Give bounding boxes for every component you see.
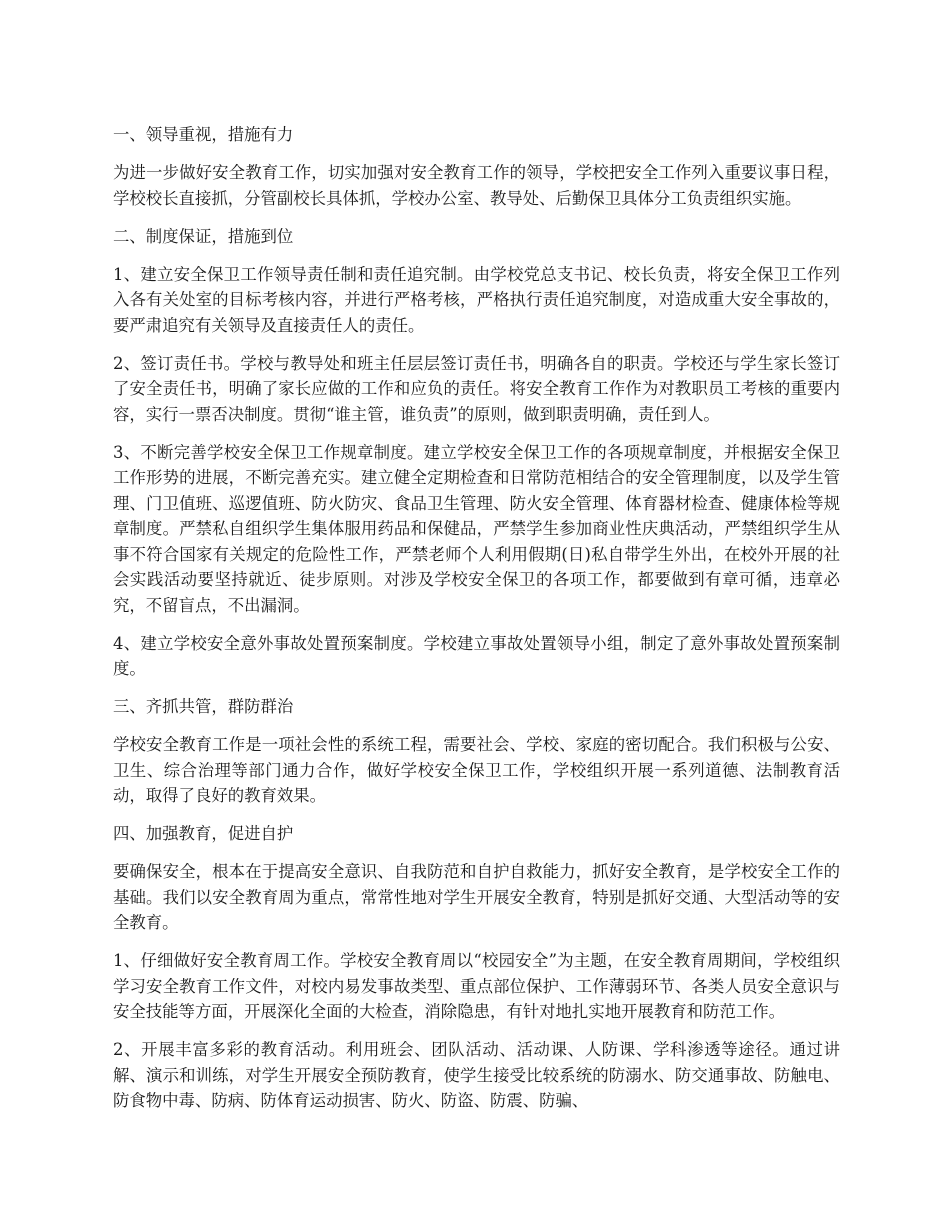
paragraph: 1、仔细做好安全教育周工作。学校安全教育周以“校园安全”为主题，在安全教育周期间，学校组织学习安全教育工作文件，对校内易发事故类型、重点部位保护、工作薄弱环节、各类人员安全意识与安全技能等方面，开展深化全面的大检查，消除隐患，有针对地扎实地开展教育和防范工作。 [113, 951, 840, 1021]
paragraph: 要确保安全，根本在于提高安全意识、自我防范和自护自救能力，抓好安全教育，是学校安全工作的基础。我们以安全教育周为重点，常常性地对学生开展安全教育，特别是抓好交通、大型活动等的安全教育。 [113, 862, 840, 932]
section-heading-4: 四、加强教育，促进自护 [113, 824, 294, 843]
document-body [113, 122, 840, 1126]
paragraph: 4、建立学校安全意外事故处置预案制度。学校建立事故处置领导小组，制定了意外事故处置预案制度。 [113, 633, 840, 678]
paragraph: 2、签订责任书。学校与教导处和班主任层层签订责任书，明确各自的职责。学校还与学生家长签订了安全责任书，明确了家长应做的工作和应负的责任。将安全教育工作作为对教职员工考核的重要内容，实行一票否决制度。贯彻“谁主管，谁负责”的原则，做到职责明确，责任到人。 [113, 353, 840, 424]
section-heading-1: 一、领导重视，措施有力 [113, 125, 294, 144]
paragraph: 1、建立安全保卫工作领导责任制和责任追究制。由学校党总支书记、校长负责，将安全保卫工作列入各有关处室的目标考核内容，并进行严格考核，严格执行责任追究制度，对造成重大安全事故的，要严肃追究有关领导及直接责任人的责任。 [113, 264, 840, 335]
section-heading-3: 三、齐抓共管，群防群治 [113, 697, 294, 716]
paragraph: 2、开展丰富多彩的教育活动。利用班会、团队活动、活动课、人防课、学科渗透等途径。通过讲解、演示和训练，对学生开展安全预防教育，使学生接受比较系统的防溺水、防交通事故、防触电、防食物中毒、防病、防体育运动损害、防火、防盗、防震、防骗、 [113, 1040, 840, 1110]
paragraph: 为进一步做好安全教育工作，切实加强对安全教育工作的领导，学校把安全工作列入重要议事日程，学校校长直接抓，分管副校长具体抓，学校办公室、教导处、后勤保卫具体分工负责组织实施。 [113, 163, 840, 208]
paragraph: 3、不断完善学校安全保卫工作规章制度。建立学校安全保卫工作的各项规章制度，并根据安全保卫工作形势的进展，不断完善充实。建立健全定期检查和日常防范相结合的安全管理制度，以及学生管理、门卫值班、巡逻值班、防火防灾、食品卫生管理、防火安全管理、体育器材检查、健康体检等规章制度。严禁私自组织学生集体服用药品和保健品，严禁学生参加商业性庆典活动，严禁组织学生从事不符合国家有关规定的危险性工作，严禁老师个人利用假期(日)私自带学生外出，在校外开展的社会实践活动要坚持就近、徒步原则。对涉及学校安全保卫的各项工作，都要做到有章可循，违章必究，不留盲点，不出漏洞。 [113, 442, 840, 615]
paragraph: 学校安全教育工作是一项社会性的系统工程，需要社会、学校、家庭的密切配合。我们积极与公安、卫生、综合治理等部门通力合作，做好学校安全保卫工作，学校组织开展一系列道德、法制教育活动，取得了良好的教育效果。 [113, 735, 840, 805]
section-heading-2: 二、制度保证，措施到位 [113, 226, 294, 246]
